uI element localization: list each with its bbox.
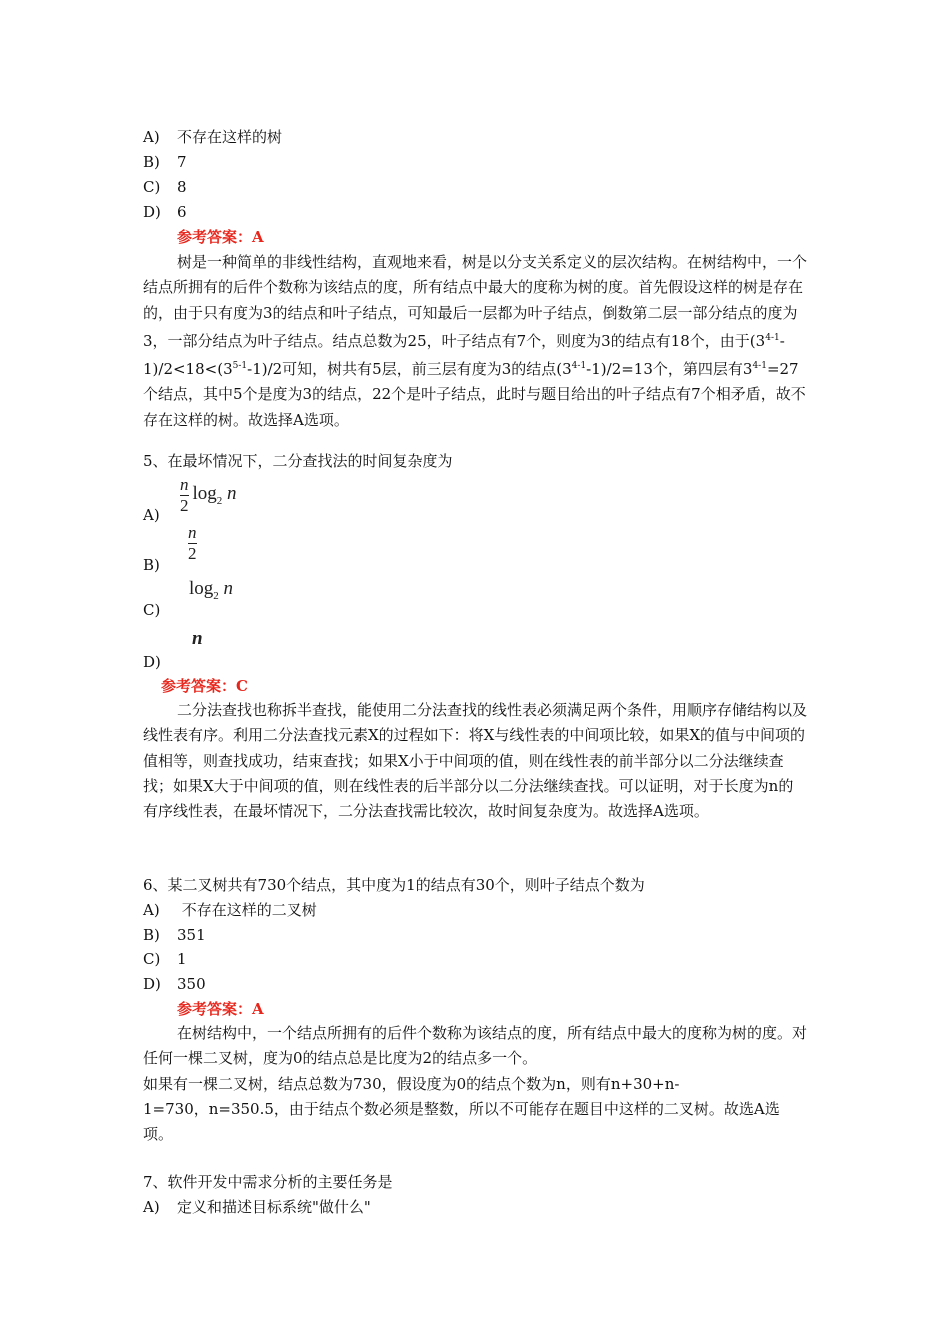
q7-option-a: A) 定义和描述目标系统"做什么" [143, 1198, 371, 1216]
q4-option-c: C) 8 [143, 178, 187, 196]
q6-option-b: B) 351 [143, 926, 206, 944]
q5-option-a-formula: $\frac{n}{2} \log_2 n$ [180, 475, 237, 515]
q5-option-c-letter: C) [143, 601, 161, 619]
q5-option-a-letter: A) [143, 506, 160, 524]
q4-explanation: 树是一种简单的非线性结构，直观地来看，树是以分支关系定义的层次结构。在树结构中，一个结点所拥有的后件个数称为该结点的度，所有结点中最大的度称为树的度。首先假设这样的树是存在的，由于只有度为3的结点和叶子结点，可知最后一层都为叶子结点，倒数第二层一部分结点的度为3，一部分结点为叶子结点。结点总数为25，叶子结点有7个，则度为3的结点有18个，由于$(3^{4-1}-1)/2<18<(3^{5-1}-1)/2$可知，树共有5层，前三层有度为3的结点$(3^{4-1}-1)/2=13$个，第四层有$3^{4-1}=27$个结点，其中5个是度为3的结点，22个是叶子结点，此时与题目给出的叶子结点有7个相矛盾，故不存在这样的树。故选择A选项。 [143, 253, 808, 429]
q6-title: 6、某二叉树共有730个结点，其中度为1的结点有30个，则叶子结点个数为 [143, 876, 645, 894]
q5-option-d-letter: D) [143, 653, 161, 671]
q4-answer: 参考答案：A [177, 228, 264, 246]
q6-option-c: C) 1 [143, 950, 187, 968]
q6-option-a: A) 不存在这样的二叉树 [143, 901, 317, 919]
q5-option-c-formula: $\log_2 n$ [189, 578, 234, 602]
q6-explanation-3: 1=730，n=350.5，由于结点个数必须是整数，所以不可能存在题目中这样的二叉树。故选A选项。 [143, 1100, 780, 1144]
q6-answer: 参考答案：A [177, 1000, 264, 1018]
q5-title: 5、在最坏情况下，二分查找法的时间复杂度为 [143, 452, 453, 470]
q5-option-b-formula: $\frac{n}{2}$ [188, 523, 197, 563]
q6-explanation-2: 如果有一棵二叉树，结点总数为730，假设度为0的结点个数为n，则有n+30+n- [143, 1075, 680, 1093]
q7-title: 7、软件开发中需求分析的主要任务是 [143, 1173, 393, 1191]
q4-option-d: D) 6 [143, 203, 187, 221]
q4-option-b: B) 7 [143, 153, 187, 171]
q5-option-d-formula: n [192, 628, 203, 649]
q5-explanation: 二分法查找也称拆半查找，能使用二分法查找的线性表必须满足两个条件，用顺序存储结构以及线性表有序。利用二分法查找元素X的过程如下：将X与线性表的中间项比较，如果X的值与中间项的值相等，则查找成功，结束查找；如果X小于中间项的值，则在线性表的前半部分以二分法继续查找；如果X大于中间项的值，则在线性表的后半部分以二分法继续查找。可以证明，对于长度为n的有序线性表，在最坏情况下，二分法查找需比较次，故时间复杂度为。故选择A选项。 [143, 701, 808, 821]
q5-answer: 参考答案：C [161, 677, 248, 695]
q6-option-d: D) 350 [143, 975, 206, 993]
q6-explanation-1: 在树结构中，一个结点所拥有的后件个数称为该结点的度，所有结点中最大的度称为树的度。对任何一棵二叉树，度为0的结点总是比度为2的结点多一个。 [143, 1024, 808, 1068]
q5-option-b-letter: B) [143, 556, 160, 574]
q4-option-a: A) 不存在这样的树 [143, 128, 283, 146]
